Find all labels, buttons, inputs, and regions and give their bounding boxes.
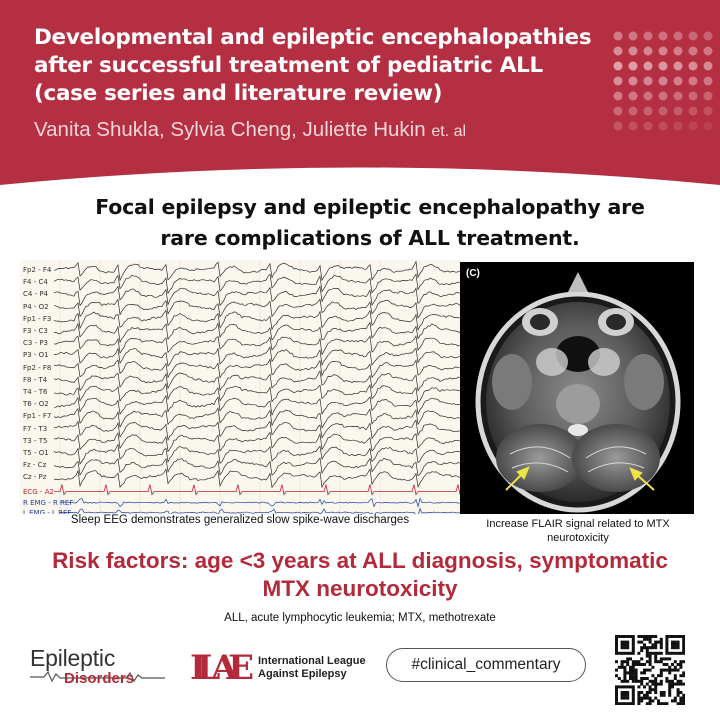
eeg-channel-label: Fp2 - F4 [23, 266, 52, 274]
eeg-channel-label: F8 - T4 [23, 375, 48, 384]
risk-factors [10, 547, 710, 603]
eeg-channel-label: Fz - Cz [23, 461, 47, 470]
eeg-channel-label: C4 - P4 [23, 290, 48, 299]
eeg-channel-label: P3 - O1 [23, 351, 49, 360]
risk-factors-line: MTX neurotoxicity [262, 576, 458, 601]
epileptic-disorders-logo [30, 645, 165, 690]
eeg-channel-label: P4 - O2 [23, 302, 49, 311]
eeg-channel-label: T4 - T6 [23, 388, 48, 396]
journal-logo-word: Disorders [64, 670, 135, 687]
ilae-name [258, 655, 366, 681]
paper-title [34, 24, 644, 108]
eeg-channel-label: T5 - O1 [23, 449, 49, 457]
key-message-line: Focal epilepsy and epileptic encephalopathy are [95, 195, 645, 219]
risk-factors-line: Risk factors: age <3 years at ALL diagnosis, symptomatic [52, 548, 668, 573]
abbreviations: ALL, acute lymphocytic leukemia; MTX, methotrexate [224, 612, 496, 624]
eeg-channel-label: F4 - C4 [23, 278, 48, 287]
eeg-caption: Sleep EEG demonstrates generalized slow spike-wave discharges [70, 514, 410, 526]
eeg-channel-label: Fp1 - F3 [23, 314, 52, 323]
qr-code-icon[interactable] [615, 635, 685, 705]
ilae-name-line: International League [258, 655, 366, 667]
key-message [30, 192, 710, 254]
eeg-recording-image [20, 260, 460, 514]
mri-caption: Increase FLAIR signal related to MTX neurotoxicity [486, 518, 670, 544]
eeg-channel-label: F3 - C3 [23, 327, 48, 335]
eeg-channel-label: T3 - T5 [23, 436, 48, 445]
mri-panel-label: (C) [466, 268, 480, 279]
paper-title-line: Developmental and epileptic encephalopathies [34, 25, 592, 50]
mri-axial-flair [460, 262, 694, 514]
eeg-channel-label: T6 - O2 [23, 400, 49, 409]
hashtag-badge: #clinical_commentary [386, 648, 586, 682]
eeg-traces [20, 260, 460, 514]
eeg-channel-label: L EMG - L REF [23, 508, 72, 514]
ilae-logo [190, 646, 370, 688]
paper-title-line: (case series and literature review) [34, 81, 443, 106]
eeg-channel-label: Fp1 - F7 [23, 412, 52, 421]
eeg-channel-label: C3 - P3 [23, 339, 48, 348]
eeg-channel-label: F7 - T3 [23, 424, 48, 433]
ilae-mark-icon [190, 646, 256, 686]
author-names: Vanita Shukla, Sylvia Cheng, Juliette Hukin [34, 118, 426, 141]
eeg-channel-label: R EMG - R REF [23, 498, 74, 507]
paper-title-line: after successful treatment of pediatric ALL [34, 53, 543, 78]
author-list [34, 118, 654, 142]
key-message-line: rare complications of ALL treatment. [160, 226, 580, 250]
mri-scan-image [460, 262, 694, 514]
ilae-mark-text: ILAE [190, 648, 254, 686]
eeg-channel-label: Cz - Pz [23, 473, 47, 482]
journal-logo-word: Epileptic [30, 645, 116, 671]
eeg-channel-label: Fp2 - F8 [23, 363, 52, 372]
ilae-name-line: Against Epilepsy [258, 668, 347, 680]
eeg-channel-label: ECG - A2 [23, 487, 54, 496]
author-suffix: et. al [431, 123, 467, 140]
